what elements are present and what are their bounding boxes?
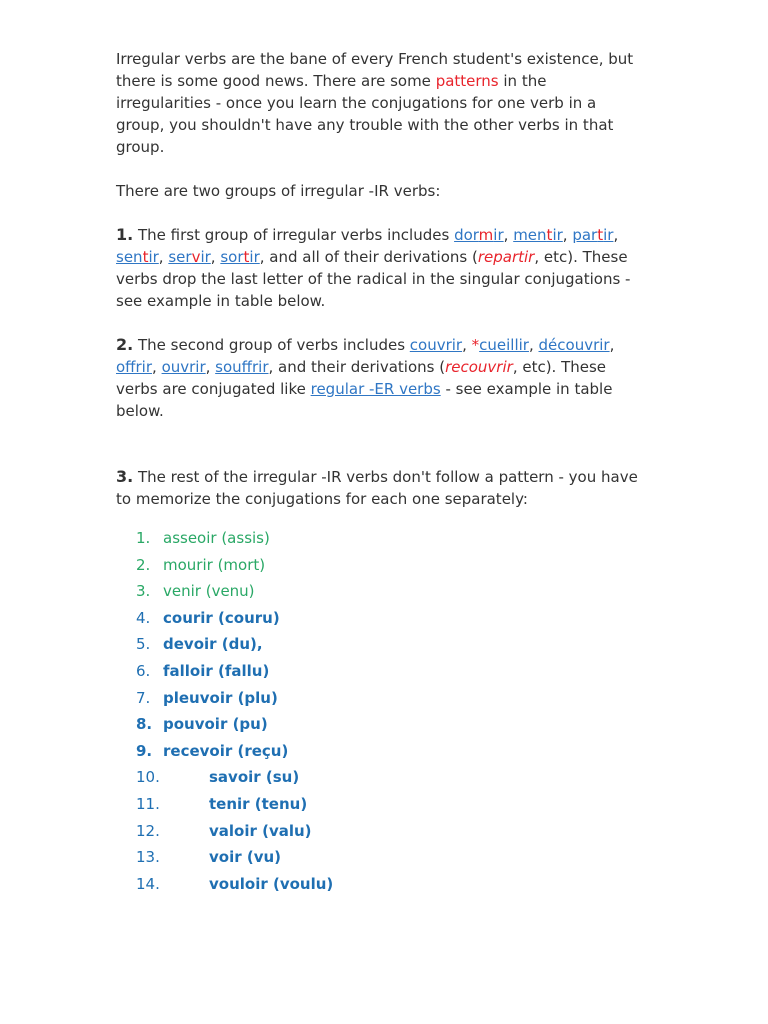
patterns-highlight: patterns xyxy=(435,72,499,90)
list-item: 8. pouvoir (pu) xyxy=(136,715,268,734)
verb-link-mentir[interactable]: mentir xyxy=(513,226,563,244)
verb-link-ouvrir[interactable]: ouvrir xyxy=(161,358,206,376)
regular-er-verbs-link[interactable]: regular -ER verbs xyxy=(310,380,441,398)
list-item: 7. pleuvoir (plu) xyxy=(136,688,278,707)
list-item: 14. vouloir (voulu) xyxy=(136,874,334,893)
verb-link-sentir[interactable]: sentir xyxy=(116,248,159,266)
list-item: 10. savoir (su) xyxy=(136,768,300,787)
group2-paragraph: 2. The second group of verbs includes couvrir, *cueillir, découvrir, offrir, ouvrir, souffrir, and their derivations (recouvrir, etc). These verbs are conjugated like regular -ER verbs - see example in table below. xyxy=(116,335,615,420)
verb-link-dormir[interactable]: dormir xyxy=(454,226,504,244)
irregular-verb-list xyxy=(136,525,333,897)
list-item: 3. venir (venu) xyxy=(136,582,255,601)
verb-link-offrir[interactable]: offrir xyxy=(116,358,153,376)
verb-link-decouvrir[interactable]: découvrir xyxy=(538,336,610,354)
list-item: 11. tenir (tenu) xyxy=(136,794,308,813)
groups-intro: There are two groups of irregular -IR verbs: xyxy=(116,182,441,200)
verb-link-couvrir[interactable]: couvrir xyxy=(409,336,463,354)
list-item: 13. voir (vu) xyxy=(136,848,282,867)
intro-paragraph: Irregular verbs are the bane of every French student's existence, but there is some good news. There are some patterns in the irregularities - once you learn the conjugations for one verb in a group, you shouldn't have any trouble with the other verbs in that group. xyxy=(116,50,634,156)
list-item: 12. valoir (valu) xyxy=(136,821,312,840)
asterisk-marker: * xyxy=(471,336,480,354)
verb-link-servir[interactable]: servir xyxy=(168,248,211,266)
group1-paragraph: 1. The first group of irregular verbs includes dormir, mentir, partir, sentir, servir, sortir, and all of their derivations (repartir, etc). These verbs drop the last letter of the radical in the singular conjugations - see example in table below. xyxy=(116,225,631,310)
list-item: 2. mourir (mort) xyxy=(136,555,266,574)
verb-link-souffrir[interactable]: souffrir xyxy=(215,358,269,376)
group3-paragraph: 3. The rest of the irregular -IR verbs don't follow a pattern - you have to memorize the conjugations for each one separately: xyxy=(116,467,638,508)
verb-link-cueillir[interactable]: cueillir xyxy=(479,336,529,354)
verb-link-sortir[interactable]: sortir xyxy=(220,248,260,266)
derivation-repartir: repartir xyxy=(477,248,535,266)
list-item: 5. devoir (du), xyxy=(136,635,263,654)
group2-number: 2. xyxy=(116,335,134,354)
derivation-recouvrir: recouvrir xyxy=(445,358,513,376)
group1-number: 1. xyxy=(116,225,134,244)
list-item: 1. asseoir (assis) xyxy=(136,529,270,547)
group3-number: 3. xyxy=(116,467,134,486)
verb-link-partir[interactable]: partir xyxy=(572,226,614,244)
list-item: 4. courir (couru) xyxy=(136,608,280,627)
list-item: 6. falloir (fallu) xyxy=(136,661,270,680)
list-item: 9. recevoir (reçu) xyxy=(136,741,289,760)
article-body xyxy=(116,48,646,510)
